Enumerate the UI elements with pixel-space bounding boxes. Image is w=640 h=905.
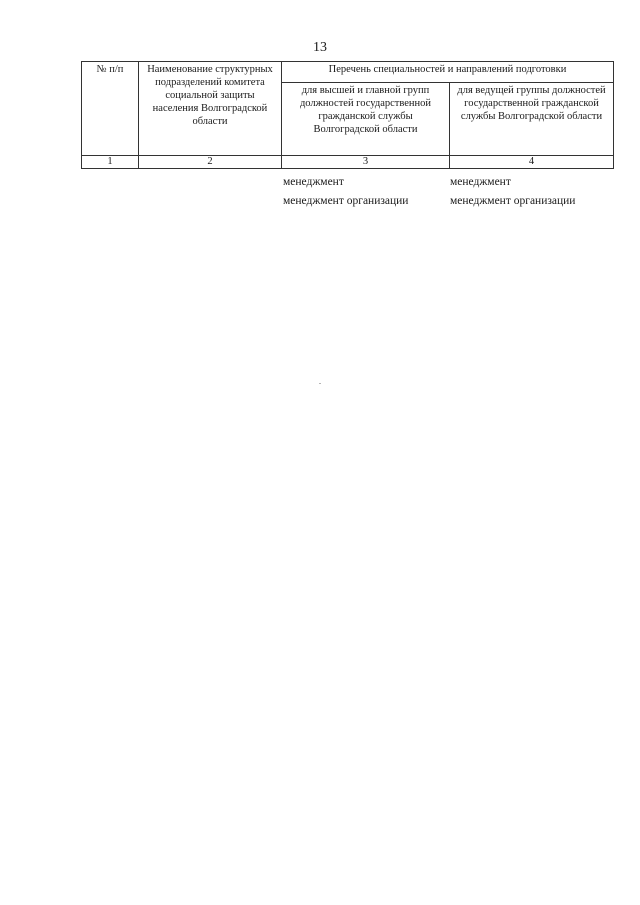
subheader-high-group: для высшей и главной групп должностей государственной гражданской службы Волгоградской области: [282, 83, 450, 156]
column-index: 2: [139, 156, 282, 169]
high-group-entry: менеджмент организации: [283, 195, 409, 207]
subheader-lead-group: для ведущей группы должностей государственной гражданской службы Волгоградской области: [450, 83, 614, 156]
header-specialties-list: Перечень специальностей и направлений подготовки: [282, 62, 614, 83]
column-index: 4: [450, 156, 614, 169]
lead-group-entry: менеджмент: [450, 176, 511, 188]
specialties-table: [81, 61, 614, 169]
high-group-entry: менеджмент: [283, 176, 344, 188]
table-header-row: [82, 62, 614, 83]
header-number: № п/п: [82, 62, 139, 156]
scan-speck: [319, 383, 321, 384]
column-index: 1: [82, 156, 139, 169]
column-index: 3: [282, 156, 450, 169]
header-division-name: Наименование структурных подразделений комитета социальной защиты населения Волгоградской области: [139, 62, 282, 156]
page-number: 13: [313, 40, 327, 55]
column-index-row: [82, 156, 614, 169]
lead-group-entry: менеджмент организации: [450, 195, 576, 207]
